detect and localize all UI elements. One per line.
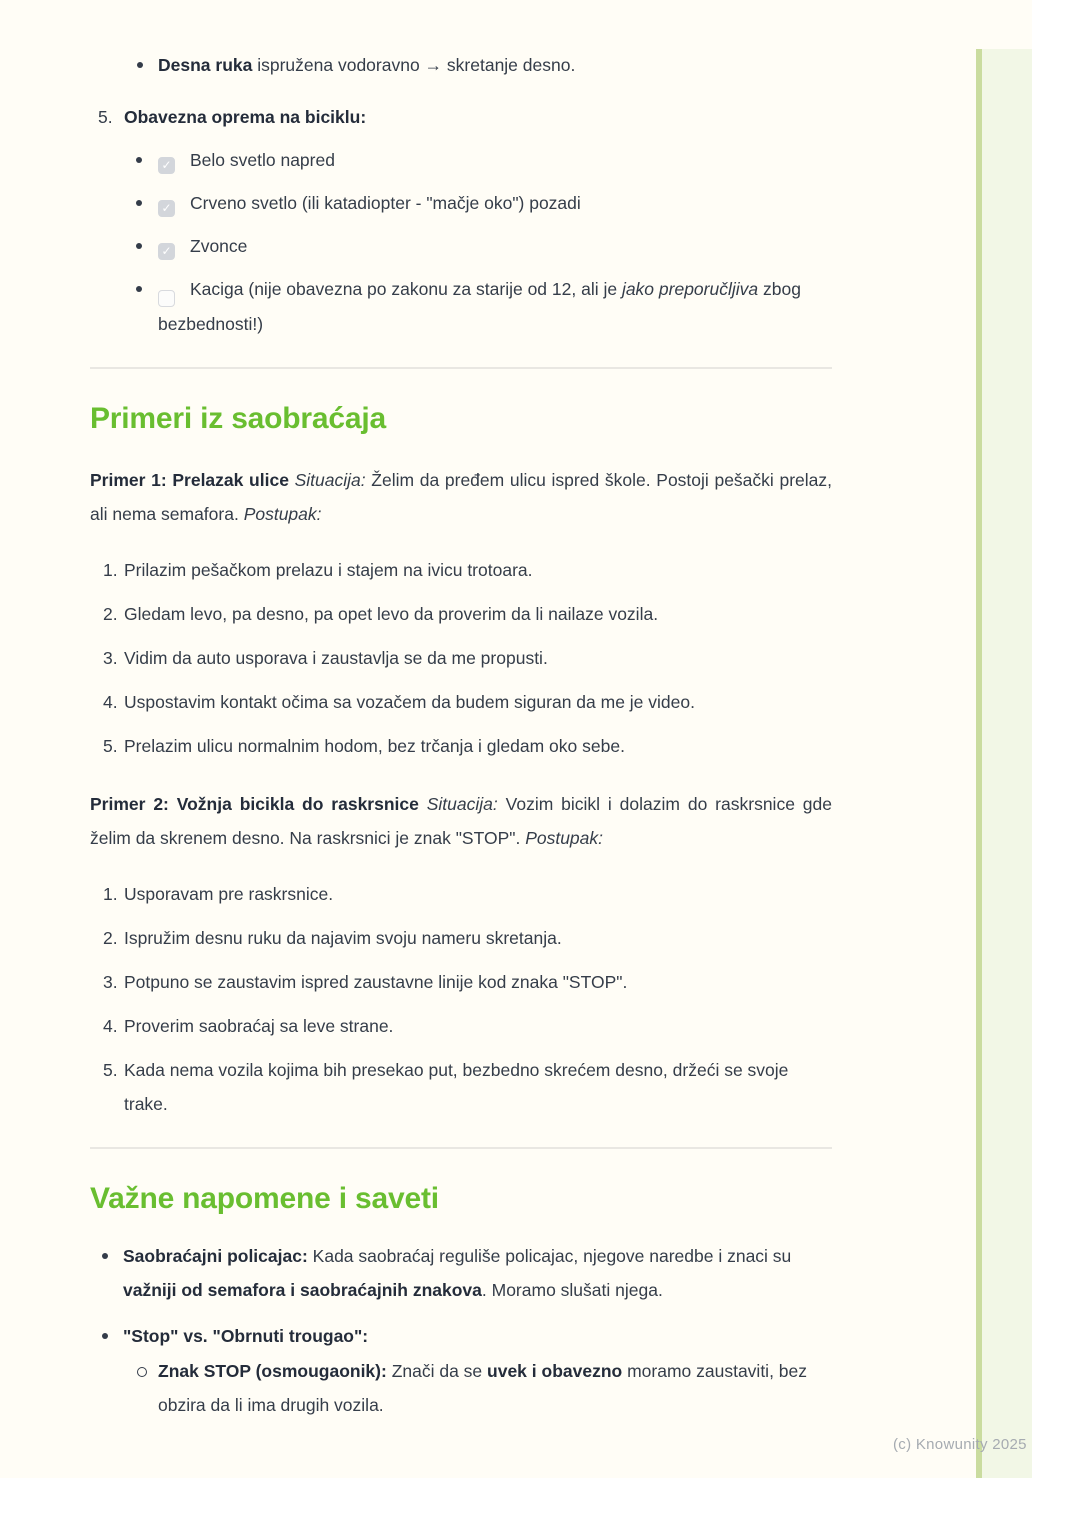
section-title-primeri: Primeri iz saobraćaja: [90, 401, 386, 435]
check-icon: ✓: [161, 201, 172, 215]
section-title-napomene: Važne napomene i saveti: [90, 1181, 439, 1215]
note-item: Saobraćajni policajac: Kada saobraćaj reguliše policajac, njegove naredbe i znaci su važniji od semafora i saobraćajnih znakova. Moramo slušati njega.: [90, 1239, 832, 1307]
step-text: Potpuno se zaustavim ispred zaustavne linije kod znaka "STOP".: [124, 971, 628, 992]
numbered-item-5: [90, 100, 832, 134]
numbered-item-title: Obavezna oprema na biciklu:: [124, 107, 367, 127]
watermark: (c) Knowunity 2025: [893, 1436, 1027, 1453]
step-item: [90, 641, 832, 675]
list-number: 5.: [103, 735, 118, 756]
step-item: [90, 685, 832, 719]
step-item: [90, 553, 832, 587]
check-icon: ✓: [161, 244, 172, 258]
list-number: 3.: [103, 971, 118, 992]
step-text: Vidim da auto usporava i zaustavlja se da me propusti.: [124, 647, 548, 668]
checkbox-checked: [158, 157, 175, 174]
notes-list: [90, 1239, 832, 1422]
step-item: [90, 921, 832, 955]
step-item: [90, 1009, 832, 1043]
list-item: Desna ruka ispružena vodoravno → skretanje desno.: [90, 48, 832, 82]
step-item: [90, 1053, 832, 1121]
checkbox-unchecked: [158, 290, 175, 307]
step-item: [90, 877, 832, 911]
sub-note-item: Znak STOP (osmougaonik): Znači da se uvek i obavezno moramo zaustaviti, bez obzira da li ima drugih vozila.: [123, 1354, 832, 1422]
section-divider: [90, 367, 832, 369]
note-item: [90, 1319, 832, 1422]
checklist-item: [90, 186, 832, 220]
step-text: Gledam levo, pa desno, pa opet levo da proverim da li nailaze vozila.: [124, 603, 659, 624]
sub-notes-list: [123, 1354, 832, 1422]
checkbox-checked: [158, 243, 175, 260]
step-item: [90, 965, 832, 999]
list-number: 2.: [103, 927, 118, 948]
section-divider: [90, 1147, 832, 1149]
list-number: 1.: [103, 883, 118, 904]
step-text: Uspostavim kontakt očima sa vozačem da budem siguran da me je video.: [124, 691, 695, 712]
steps-list-1: [90, 553, 832, 763]
list-number: 1.: [103, 559, 118, 580]
list-number: 5.: [103, 1059, 118, 1080]
document-content: [0, 48, 1032, 1422]
step-text: Prilazim pešačkom prelazu i stajem na ivicu trotoara.: [124, 559, 533, 580]
hand-signals-list: [90, 48, 832, 82]
checklist-item-label: Kaciga (nije obavezna po zakonu za starije od 12, ali je jako preporučljiva zbog bezbednosti!): [158, 279, 801, 334]
checklist-item: [90, 143, 832, 177]
checklist-item-label: Zvonce: [190, 236, 248, 256]
equipment-checklist: [90, 143, 832, 341]
step-item: [90, 729, 832, 763]
list-number: 2.: [103, 603, 118, 624]
note-item-title: "Stop" vs. "Obrnuti trougao":: [123, 1325, 369, 1346]
checklist-item: [90, 229, 832, 263]
checklist-item: [90, 272, 832, 341]
checklist-item-label: Belo svetlo napred: [190, 150, 335, 170]
list-number: 4.: [103, 1015, 118, 1036]
list-number: 4.: [103, 691, 118, 712]
example-2-paragraph: Primer 2: Vožnja bicikla do raskrsnice Situacija: Vozim bicikl i dolazim do raskrsnice gde želim da skrenem desno. Na raskrsnici je znak "STOP". Postupak:: [90, 793, 832, 848]
check-icon: ✓: [161, 158, 172, 172]
steps-list-2: [90, 877, 832, 1121]
step-text: Usporavam pre raskrsnice.: [124, 883, 334, 904]
list-number: 5.: [98, 107, 113, 127]
checkbox-checked: [158, 200, 175, 217]
example-1-paragraph: Primer 1: Prelazak ulice Situacija: Želim da pređem ulicu ispred škole. Postoji pešački prelaz, ali nema semafora. Postupak:: [90, 469, 832, 524]
list-number: 3.: [103, 647, 118, 668]
step-item: [90, 597, 832, 631]
step-text: Prelazim ulicu normalnim hodom, bez trčanja i gledam oko sebe.: [124, 735, 625, 756]
step-text: Proverim saobraćaj sa leve strane.: [124, 1015, 394, 1036]
step-text: Kada nema vozila kojima bih presekao put, bezbedno skrećem desno, držeći se svoje trake.: [124, 1059, 789, 1114]
checklist-item-label: Crveno svetlo (ili katadiopter - "mačje oko") pozadi: [190, 193, 581, 213]
step-text: Ispružim desnu ruku da najavim svoju nameru skretanja.: [124, 927, 562, 948]
